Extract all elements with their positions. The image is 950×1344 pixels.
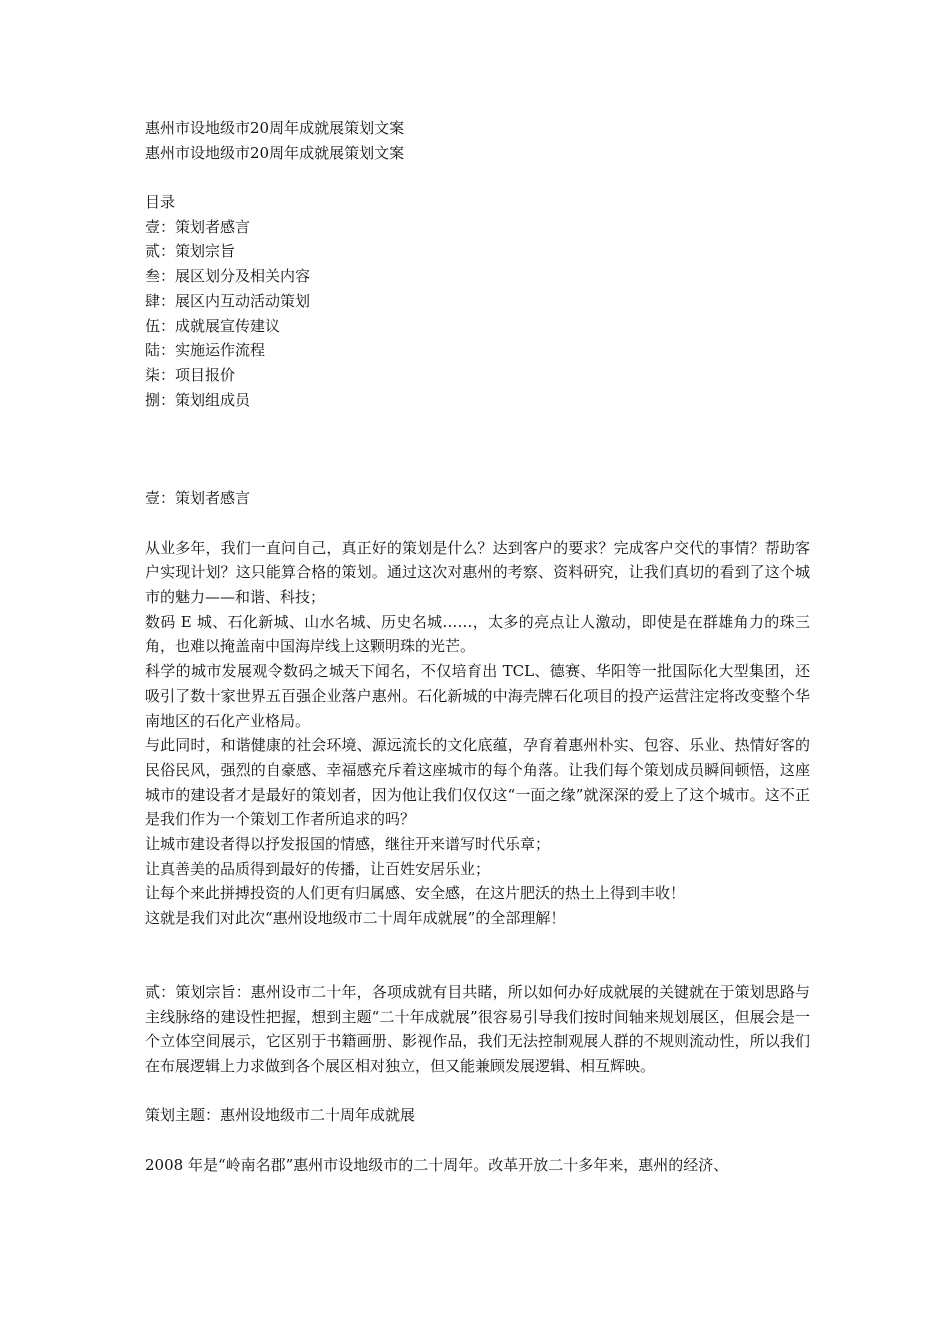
toc-item: 捌：策划组成员 [145, 390, 251, 409]
toc-item: 贰：策划宗旨 [145, 242, 236, 261]
theme-line: 策划主题：惠州设地级市二十周年成就展 [145, 1106, 416, 1125]
section-heading: 壹：策划者感言 [145, 489, 251, 508]
section-paragraph: 贰：策划宗旨：惠州设市二十年，各项成就有目共睹，所以如何办好成就展的关键就在于策划思路与主线脉络的建设性把握，想到主题“二十年成就展”很容易引导我们按时间轴来规划展区，但展会是一个立体空间展示，它区别于书籍画册、影视作品，我们无法控制观展人群的不规则流动性，所以我们在布展逻辑上力求做到各个展区相对独立，但又能兼顾发展逻辑、相互辉映。 [145, 982, 810, 1075]
toc-item: 肆：展区内互动活动策划 [145, 291, 311, 310]
body-paragraph: 让真善美的品质得到最好的传播，让百姓安居乐业； [145, 859, 491, 878]
body-paragraph: 这就是我们对此次“惠州设地级市二十周年成就展”的全部理解！ [145, 909, 566, 928]
toc-item: 壹：策划者感言 [145, 217, 251, 236]
body-paragraph: 与此同时，和谐健康的社会环境、源远流长的文化底蕴，孕育着惠州朴实、包容、乐业、热情好客的民俗民风，强烈的自豪感、幸福感充斥着这座城市的每个角落。让我们每个策划成员瞬间顿悟，这座城市的建设者才是最好的策划者，因为他让我们仅仅这“一面之缘”就深深的爱上了这个城市。这不正是我们作为一个策划工作者所追求的吗？ [145, 736, 810, 829]
document-title-repeat: 惠州市设地级市20周年成就展策划文案 [145, 143, 405, 162]
toc-item: 陆：实施运作流程 [145, 341, 266, 360]
toc-heading: 目录 [145, 193, 176, 212]
toc-item: 叁：展区划分及相关内容 [145, 267, 311, 286]
body-paragraph-start: 2008 年是“岭南名郡”惠州市设地级市的二十周年。改革开放二十多年来，惠州的经济、 [145, 1155, 729, 1174]
document-title: 惠州市设地级市20周年成就展策划文案 [145, 119, 405, 137]
toc-item: 伍：成就展宣传建议 [145, 316, 281, 335]
toc-item: 柒：项目报价 [145, 365, 236, 384]
body-paragraph: 从业多年，我们一直问自己，真正好的策划是什么？达到客户的要求？完成客户交代的事情？帮助客户实现计划？这只能算合格的策划。通过这次对惠州的考察、资料研究，让我们真切的看到了这个城市的魅力——和谐、科技； [145, 538, 810, 607]
document-body [145, 116, 810, 1177]
body-paragraph: 让每个来此拼搏投资的人们更有归属感、安全感，在这片肥沃的热土上得到丰收！ [145, 884, 686, 903]
body-paragraph: 科学的城市发展观令数码之城天下闻名，不仅培育出 TCL、德赛、华阳等一批国际化大型集团，还吸引了数十家世界五百强企业落户惠州。石化新城的中海壳牌石化项目的投产运营注定将改变整个华南地区的石化产业格局。 [145, 662, 810, 730]
body-paragraph: 数码 E 城、石化新城、山水名城、历史名城……，太多的亮点让人激动，即使是在群雄角力的珠三角，也难以掩盖南中国海岸线上这颗明珠的光芒。 [145, 612, 810, 656]
body-paragraph: 让城市建设者得以抒发报国的情感，继往开来谱写时代乐章； [145, 835, 551, 854]
